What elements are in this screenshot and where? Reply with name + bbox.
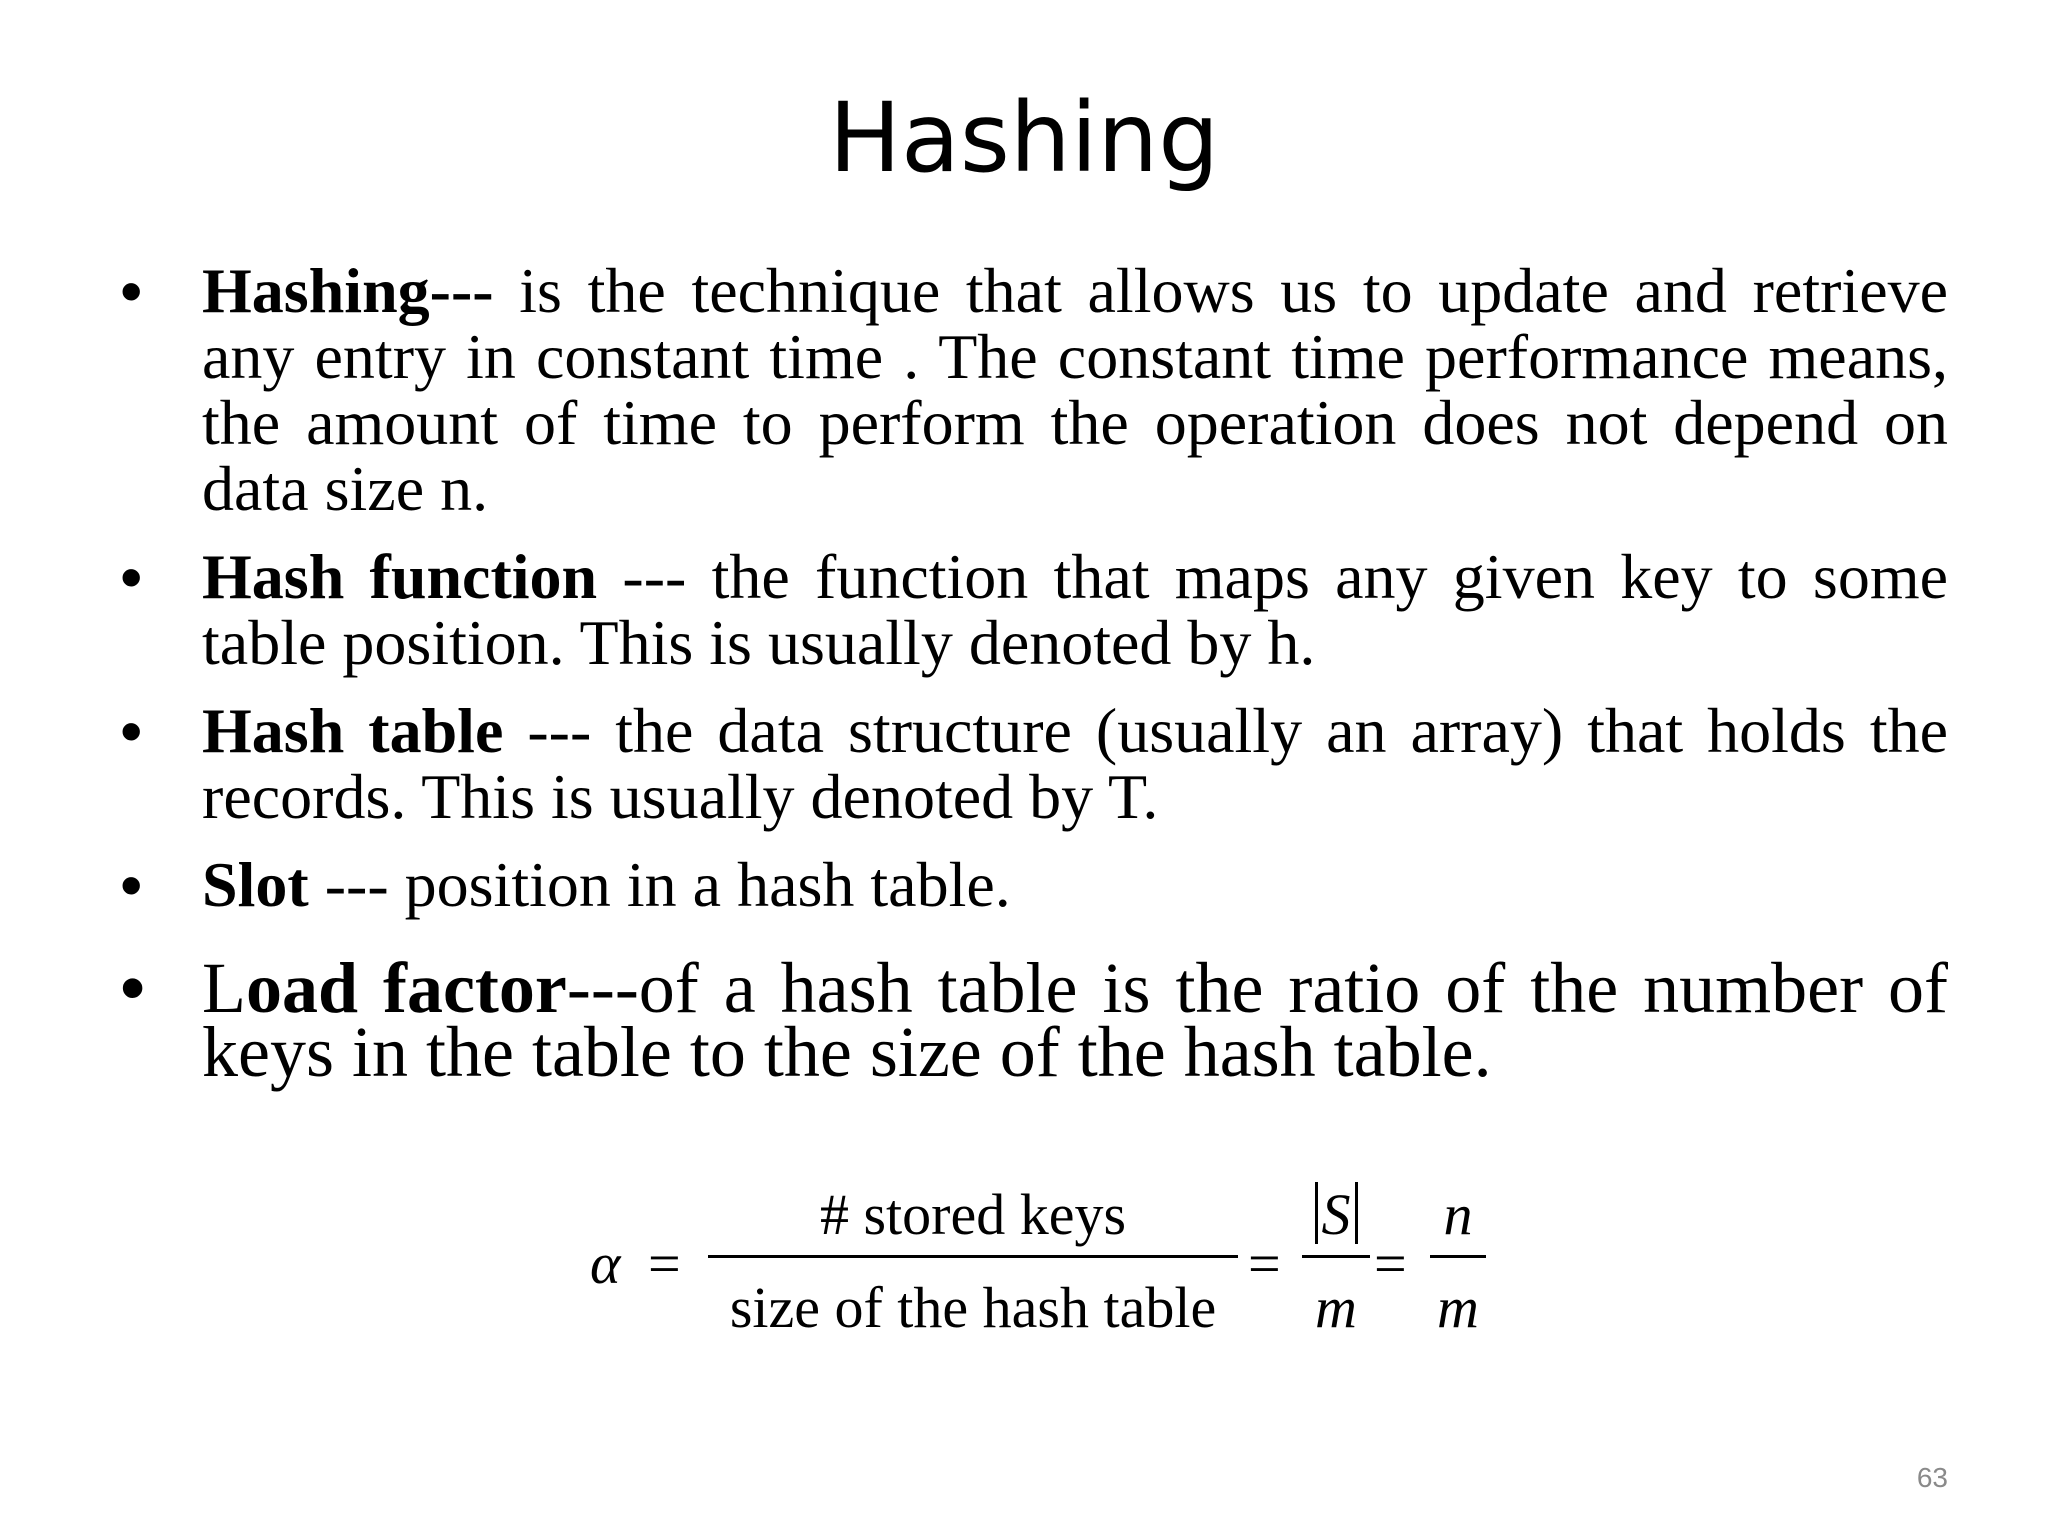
abs-bar-left	[1315, 1182, 1318, 1244]
fraction-numerator: # stored keys	[819, 1182, 1127, 1247]
term-hash-table: Hash table	[202, 695, 504, 766]
fraction-denominator: m	[1437, 1275, 1479, 1340]
set-s: S	[1321, 1182, 1351, 1247]
page-number: 63	[1916, 1462, 1948, 1493]
fraction-numerator: n	[1443, 1182, 1473, 1247]
bullet-hashing	[120, 255, 1948, 524]
term-slot: Slot	[202, 849, 309, 920]
bullet-load-factor	[120, 948, 1948, 1092]
bullet-icon: •	[120, 948, 146, 1028]
fraction-denominator: m	[1315, 1275, 1357, 1340]
fraction-numerator	[1302, 1175, 1370, 1255]
term-hash-function: Hash function	[202, 541, 598, 612]
term-hashing: Hashing---	[202, 255, 494, 326]
term-load-factor-initial: L	[202, 948, 246, 1028]
bullet-hash-table	[120, 695, 1949, 832]
definition-hash-table: --- the data structure (usually an array) that holds the records. This is usually denoted by T.	[202, 695, 1949, 832]
bullet-slot	[120, 849, 1948, 921]
formula-fraction-n	[1430, 1175, 1486, 1338]
bullet-icon: •	[120, 849, 143, 921]
bullet-icon: •	[120, 695, 143, 767]
bullet-icon: •	[120, 541, 143, 613]
formula-fraction-s	[1302, 1175, 1370, 1338]
abs-bar-right	[1355, 1182, 1358, 1244]
bullet-hash-function	[120, 541, 1949, 678]
load-factor-formula	[590, 1175, 1490, 1355]
slide-title: Hashing	[828, 82, 1220, 194]
formula-fraction-keys	[708, 1175, 1238, 1338]
formula-equals: =	[648, 1231, 681, 1296]
fraction-denominator: size of the hash table	[729, 1275, 1217, 1340]
formula-alpha: α	[590, 1231, 621, 1296]
definition-hash-function: --- the function that maps any given key to some table position. This is usually denoted by h.	[202, 541, 1949, 678]
definition-load-factor: ---of a hash table is the ratio of the number of keys in the table to the size of the hash table.	[202, 948, 1948, 1092]
definition-hashing: is the technique that allows us to update and retrieve any entry in constant time . The constant time performance means, the amount of time to perform the operation does not depend on data size n.	[202, 255, 1948, 524]
definition-list	[120, 255, 1949, 1092]
definition-slot: --- position in a hash table.	[308, 849, 1011, 920]
formula-equals: =	[1248, 1231, 1281, 1296]
term-load-factor: oad factor	[245, 948, 567, 1028]
formula-equals: =	[1374, 1231, 1407, 1296]
bullet-icon: •	[120, 255, 143, 327]
